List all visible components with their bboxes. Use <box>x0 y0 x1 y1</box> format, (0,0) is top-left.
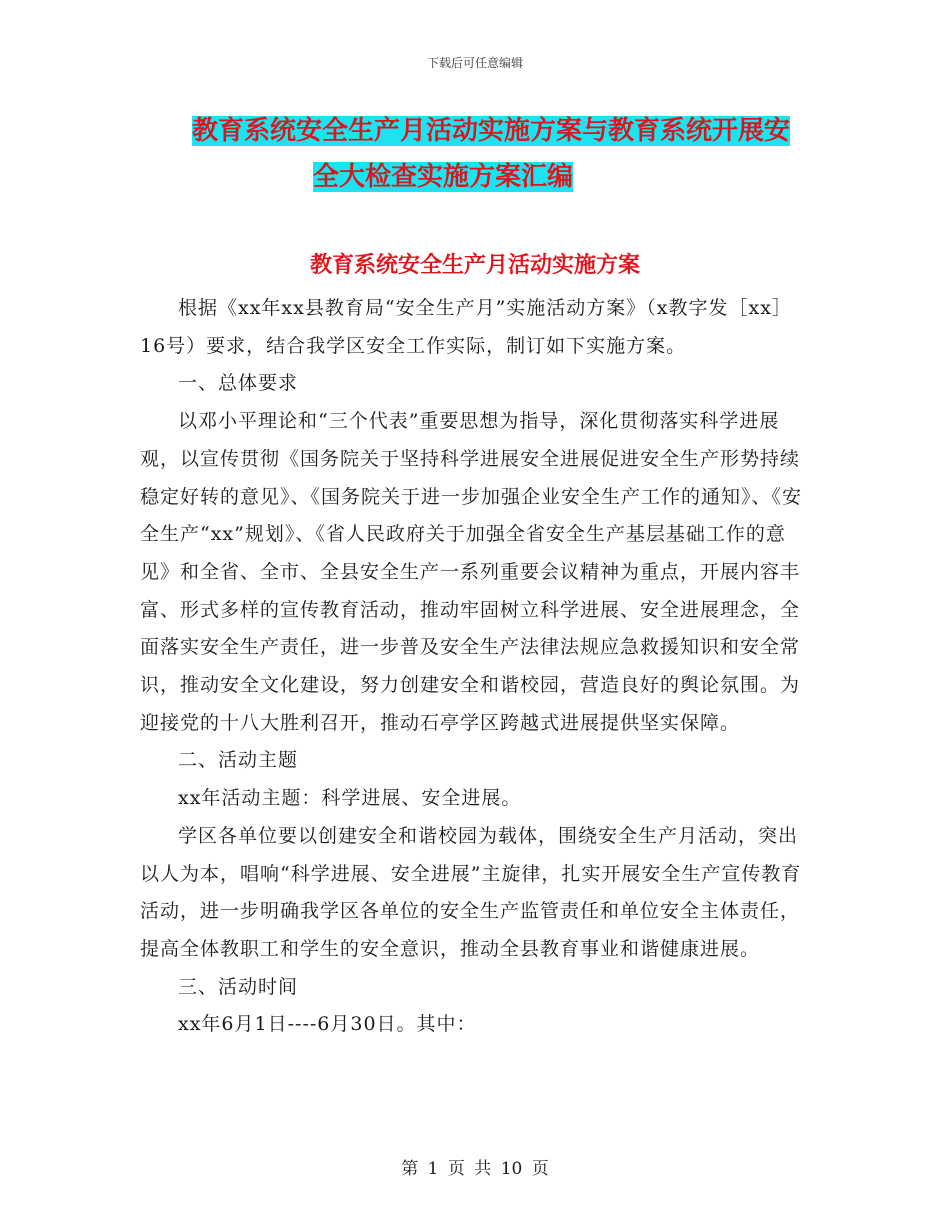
paragraph: 根据《xx年xx县教育局“安全生产月”实施活动方案》（x教字发［xx］16号）要求，结合我学区安全工作实际，制订如下实施方案。 <box>140 297 792 357</box>
section-title: 教育系统安全生产月活动实施方案 <box>309 252 640 278</box>
paragraph: 以邓小平理论和“三个代表”重要思想为指导，深化贯彻落实科学进展观，以宣传贯彻《国务院关于坚持科学进展安全进展促进安全生产形势持续稳定好转的意见》、《国务院关于进一步加强企业安全生产工作的通知》、《安全生产“xx”规划》、《省人民政府关于加强全省安全生产基层基础工作的意见》和全省、全市、全县安全生产一系列重要会议精神为重点，开展内容丰富、形式多样的宣传教育活动，推动牢固树立科学进展、安全进展理念，全面落实安全生产责任，进一步普及安全生产法律法规应急救援知识和安全常识，推动安全文化建设，努力创建安全和谐校园，营造良好的舆论氛围。为迎接党的十八大胜利召开，推动石亭学区跨越式进展提供坚实保障。 <box>140 410 803 734</box>
heading-activity-theme: 二、活动主题 <box>178 749 299 772</box>
title-line-1: 教育系统安全生产月活动实施方案与教育系统开展安 <box>192 116 791 146</box>
title-line-2: 全大检查实施方案汇编 <box>313 162 574 192</box>
paragraph: xx年6月1日----6月30日。其中： <box>178 1013 477 1036</box>
paragraph: 学区各单位要以创建安全和谐校园为载体，围绕安全生产月活动，突出以人为本，唱响“科学进展、安全进展”主旋律，扎实开展安全生产宣传教育活动，进一步明确我学区各单位的安全生产监管责任和单位安全主体责任，提高全体教职工和学生的安全意识，推动全县教育事业和谐健康进展。 <box>140 824 802 960</box>
heading-overall-requirements: 一、总体要求 <box>178 372 299 395</box>
document-title <box>140 108 820 200</box>
heading-activity-time: 三、活动时间 <box>178 975 299 998</box>
page-footer: 第 1 页 共 10 页 <box>401 1159 549 1179</box>
header-note: 下载后可任意编辑 <box>426 56 523 70</box>
paragraph: xx年活动主题：科学进展、安全进展。 <box>178 787 522 810</box>
body-text <box>140 290 805 1044</box>
